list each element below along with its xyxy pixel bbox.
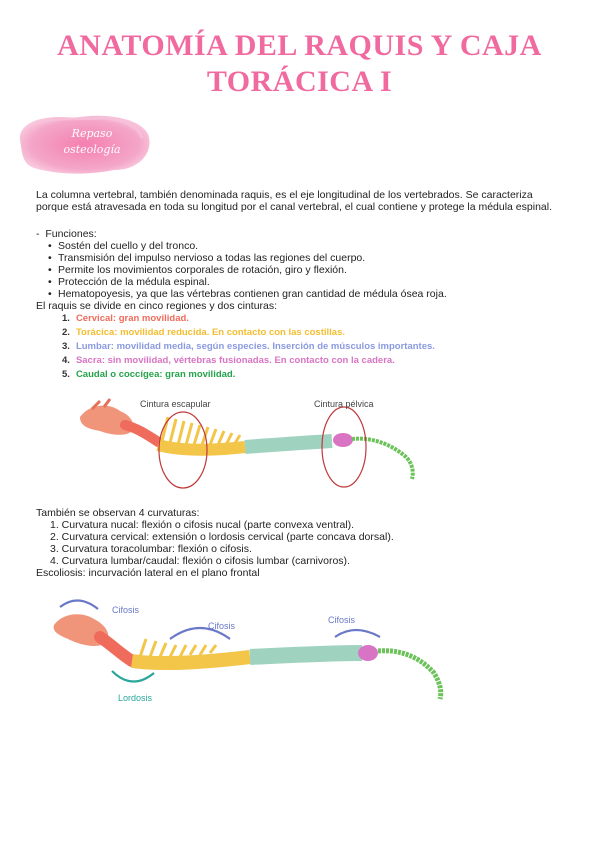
page-title xyxy=(0,28,599,100)
cervical-vertebrae xyxy=(125,425,160,443)
badge-line-2: osteología xyxy=(63,143,121,156)
region-item-sacra xyxy=(62,355,395,366)
label-cifosis-2: Cifosis xyxy=(208,621,236,631)
cervical-vertebrae xyxy=(100,637,132,661)
list-item: 3. Curvatura toracolumbar: flexión o cifosis. xyxy=(50,543,252,555)
region-item-cervical xyxy=(62,313,189,324)
region-text: Sacra: sin movilidad, vértebras fusionadas. En contacto con la cadera. xyxy=(75,355,395,366)
functions-section xyxy=(36,228,576,318)
region-number: 1. xyxy=(62,313,70,324)
functions-heading-text: Funciones: xyxy=(45,228,97,240)
region-text: Caudal o coccígea: gran movilidad. xyxy=(75,369,236,380)
cifosis-arc-3 xyxy=(335,630,380,637)
dash-marker: - xyxy=(36,228,46,240)
caudal-vertebrae xyxy=(378,651,441,699)
regions-intro: El raquis se divide en cinco regiones y dos cinturas: xyxy=(36,300,278,312)
region-text: Cervical: gran movilidad. xyxy=(75,313,189,324)
region-item-caudal xyxy=(62,369,235,380)
repaso-badge xyxy=(14,110,154,176)
regions-list xyxy=(14,313,574,383)
lordosis-arc xyxy=(112,671,154,682)
intro-paragraph: La columna vertebral, también denominada raquis, es el eje longitudinal de los vertebrados. Se caracteriza porque está atravesada en toda su longitud por el canal vertebral, el cual contiene y protege la médula espinal. xyxy=(36,189,553,214)
label-lordosis: Lordosis xyxy=(118,693,153,703)
region-item-lumbar xyxy=(62,341,435,352)
lumbar-vertebrae xyxy=(250,653,362,657)
list-item: 2. Curvatura cervical: extensión o lordosis cervical (parte concava dorsal). xyxy=(50,531,394,543)
list-item: • Sostén del cuello y del tronco. xyxy=(58,240,198,252)
region-text: Lumbar: movilidad media, según especies. Inserción de músculos importantes. xyxy=(75,341,435,352)
escoliosis-line: Escoliosis: incurvación lateral en el plano frontal xyxy=(36,567,260,579)
list-item: 1. Curvatura nucal: flexión o cifosis nucal (parte convexa ventral). xyxy=(50,519,355,531)
cifosis-arc-1 xyxy=(60,600,98,609)
thoracic-vertebrae xyxy=(132,639,250,663)
label-cifosis-1: Cifosis xyxy=(112,605,140,615)
spine-figure-curvatures xyxy=(50,595,450,710)
region-number: 4. xyxy=(62,355,70,366)
list-item: • Protección de la médula espinal. xyxy=(58,276,210,288)
badge-text xyxy=(52,126,132,158)
functions-heading xyxy=(36,228,97,240)
sacral-vertebrae xyxy=(333,433,353,447)
lumbar-vertebrae xyxy=(245,441,332,447)
badge-line-1: Repaso xyxy=(71,127,113,140)
region-number: 2. xyxy=(62,327,70,338)
label-cintura-escapular: Cintura escapular xyxy=(140,399,211,409)
spine-figure-girdles xyxy=(70,395,430,495)
list-item: • Hematopoyesis, ya que las vértebras contienen gran cantidad de médula ósea roja. xyxy=(58,288,447,300)
region-number: 5. xyxy=(62,369,70,380)
thoracic-vertebrae xyxy=(158,417,245,450)
region-number: 3. xyxy=(62,341,70,352)
title-line-2: TORÁCICA I xyxy=(206,65,393,98)
curvatures-section xyxy=(36,507,576,577)
region-text: Torácica: movilidad reducida. En contacto con las costillas. xyxy=(75,327,346,338)
region-item-toracica xyxy=(62,327,345,338)
list-item: • Transmisión del impulso nervioso a todas las regiones del cuerpo. xyxy=(58,252,365,264)
curvatures-intro: También se observan 4 curvaturas: xyxy=(36,507,200,519)
label-cifosis-3: Cifosis xyxy=(328,615,356,625)
title-line-1: ANATOMÍA DEL RAQUIS Y CAJA xyxy=(57,29,542,62)
list-item: • Permite los movimientos corporales de rotación, giro y flexión. xyxy=(58,264,347,276)
list-item: 4. Curvatura lumbar/caudal: flexión o cifosis lumbar (carnivoros). xyxy=(50,555,350,567)
label-cintura-pelvica: Cintura pélvica xyxy=(314,399,374,409)
sacral-vertebrae xyxy=(358,645,378,661)
